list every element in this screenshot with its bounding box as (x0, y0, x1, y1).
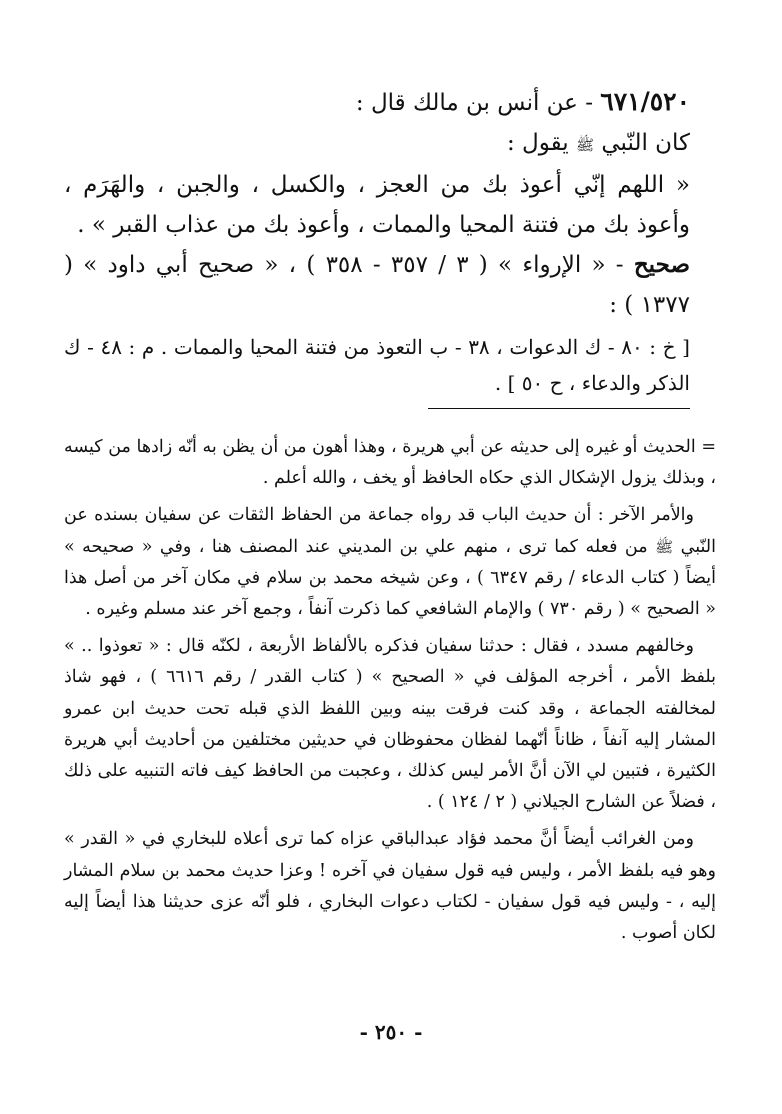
footnote-paragraph-4: ومن الغرائب أيضاً أنَّ محمد فؤاد عبدالباقي عزاه كما ترى أعلاه للبخاري في « القدر » وهو فيه بلفظ الأمر ، وليس فيه قول سفيان في آخره ! وعزا حديث محمد بن سلام المشار إليه ، - وليس فيه قول سفيان - لكتاب دعوات البخاري ، فلو أنّه عزى حديثنا هذا أيضاً إليه لكان أصوب . (64, 829, 716, 944)
hadith-narration-line (64, 123, 690, 165)
footnote-2-part-b: من فعله كما ترى ، منهم علي بن المديني عند المصنف هنا ، وفي « صحيحه » أيضاً ( كتاب الدعاء / رقم ٦٣٤٧ ) ، وعن شيخه محمد بن سلام في مكان آخر من أصل هذا « الصحيح » ( رقم ٧٣٠ ) والإمام الشافعي كما ذكرت آنفاً ، وجمع آخر عند مسلم وغيره . (64, 536, 716, 620)
footnote-paragraph-1: = الحديث أو غيره إلى حديثه عن أبي هريرة ، وهذا أهون من أن يظن به أنّه زادها من كيسه ، وبذلك يزول الإشكال الذي حكاه الحافظ أو يخف ، والله أعلم . (64, 437, 716, 489)
grade-sources: - « الإرواء » ( ٣ / ٣٥٧ - ٣٥٨ ) ، « صحيح أبي داود » ( ١٣٧٧ ) : (64, 252, 690, 318)
footnote-2-part-a: والأمر الآخر : أن حديث الباب قد رواه جماعة من الحفاظ الثقات عن سفيان بسنده عن النّبي (64, 505, 716, 557)
footnote-paragraph-2 (64, 500, 716, 625)
hadith-heading (64, 82, 690, 123)
hadith-text: « اللهم إنّي أعوذ بك من العجز ، والكسل ، والجبن ، والهَرَم ، وأعوذ بك من فتنة المحيا والممات ، وأعوذ بك من عذاب القبر » . (64, 172, 690, 238)
hadith-intro: - عن أنس بن مالك قال : (355, 90, 601, 116)
hadith-block (64, 82, 690, 401)
grade-label: صحيح (633, 251, 690, 278)
narration-prefix: كان النّبي (601, 130, 690, 156)
page-number: - ٢٥٠ - (359, 1020, 423, 1044)
footnotes-block (64, 432, 716, 955)
narration-suffix: يقول : (506, 130, 576, 156)
hadith-grading (64, 245, 690, 325)
hadith-number: ٦٧١/٥٢٠ (600, 87, 690, 116)
takhrij-reference: [ خ : ٨٠ - ك الدعوات ، ٣٨ - ب التعوذ من فتنة المحيا والممات . م : ٤٨ - ك الذكر والدعاء ، ح ٥٠ ] . (64, 335, 690, 395)
footnote-paragraph-3: وخالفهم مسدد ، فقال : حدثنا سفيان فذكره بالألفاظ الأربعة ، لكنّه قال : « تعوذوا .. » بلفظ الأمر ، أخرجه المؤلف في « الصحيح » ( كتاب القدر / رقم ٦٦١٦ ) ، فهو شاذ لمخالفته الجماعة ، وقد كنت فرقت بينه وبين اللفظ الذي قبله تحت حديث ابن عمرو المشار إليه آنفاً ، ظاناً أنّهما لفظان محفوظان في حديثين مختلفين من أحاديث أبي هريرة الكثيرة ، فتبين لي الآن أنَّ الأمر ليس كذلك ، وعجبت من الحافظ كيف فاته التنبيه على ذلك ، فضلاً عن الشارح الجيلاني ( ٢ / ١٢٤ ) . (64, 636, 716, 813)
footnote-divider (428, 408, 690, 409)
pbuh-glyph: ﷺ (575, 136, 595, 154)
pbuh-glyph-footnote: ﷺ (655, 537, 674, 556)
